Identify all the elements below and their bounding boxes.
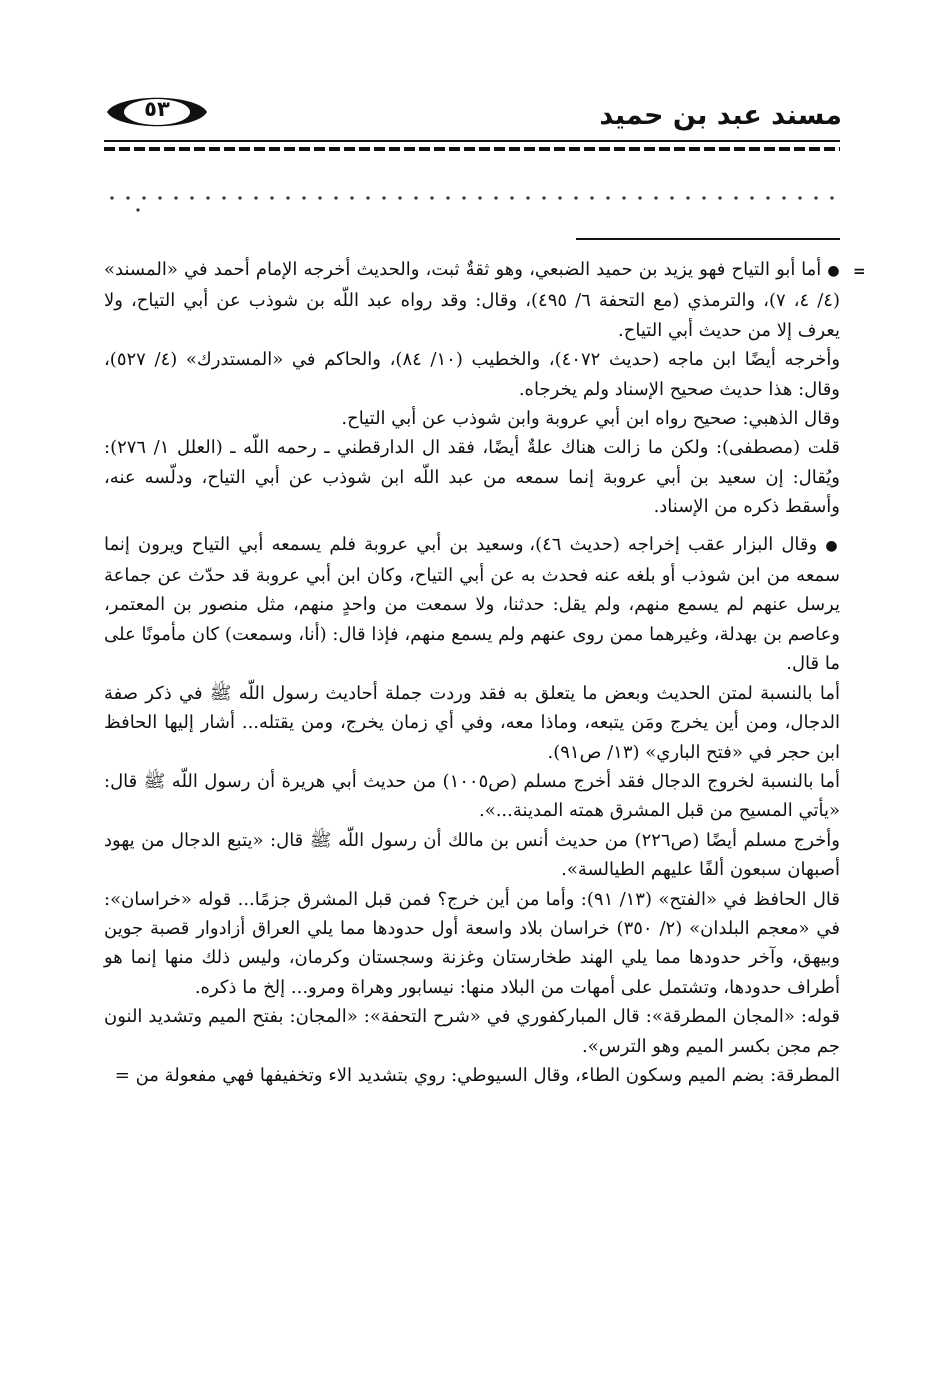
book-title: مسند عبد بن حميد — [599, 100, 842, 131]
header-rule — [104, 140, 840, 142]
footnote-body — [104, 255, 840, 1090]
paragraph: وقال الذهبي: صحيح رواه ابن أبي عروبة وابن شوذب عن أبي التياح. — [341, 408, 840, 430]
paragraph — [104, 255, 840, 345]
continuation-marker-top: = — [853, 262, 866, 280]
paragraph: قوله: «المجان المطرقة»: قال المباركفوري في «شرح التحفة»: «المجان: بفتح الميم وتشديد النون جم مجن بكسر الميم وهو الترس». — [104, 1006, 840, 1057]
header-dashed-rule — [104, 147, 840, 151]
dotted-separator — [104, 196, 840, 200]
paragraph: المطرقة: بضم الميم وسكون الطاء، وقال السيوطي: روي بتشديد الاء وتخفيفها فهي مفعولة من = — [114, 1064, 840, 1086]
paragraph: قال الحافظ في «الفتح» (١٣/ ٩١): وأما من أين خرج؟ فمن قبل المشرق جزمًا... قوله «خراسان»: في «معجم البلدان» (٢/ ٣٥٠) خراسان بلاد واسعة أول حدودها مما يلي العراق أزادوار قصبة جوين وبيهق، وآخر حدودها مما يلي الهند طخارستان وغزنة وسجستان وكرمان، وليس ذلك منها إنما هو أطراف حدودها، وتشتمل على أمهات من البلاد منها: نيسابور وهراة ومرو... إلخ ما ذكره. — [104, 888, 840, 998]
paragraph: قلت (مصطفى): ولكن ما زالت هناك علةٌ أيضًا، فقد ال الدارقطني ـ رحمه اللّه ـ (العلل ١/ ٢٧٦): ويُقال: إن سعيد بن أبي عروبة إنما سمعه من عبد اللّه ابن شوذب عن أبي التياح، ودلّسه عنه، وأسقط ذكره من الإسناد. — [104, 437, 840, 518]
page-number-badge — [104, 91, 210, 133]
footnote-rule — [576, 238, 840, 240]
bullet-icon: ● — [825, 537, 840, 554]
dotted-separator-end — [130, 208, 142, 212]
paragraph: أما بالنسبة لخروج الدجال فقد أخرج مسلم (ص١٠٠٥) من حديث أبي هريرة أن رسول اللّه ﷺ قال: «يأتي المسيح من قبل المشرق همته المدينة...». — [104, 770, 840, 822]
bullet-icon: ● — [827, 263, 840, 279]
paragraph: وأخرج مسلم أيضًا (ص٢٢٦) من حديث أنس بن مالك أن رسول اللّه ﷺ قال: «يتبع الدجال من يهود أصبهان سبعون ألفًا عليهم الطيالسة». — [104, 829, 840, 881]
paragraph: وأخرجه أيضًا ابن ماجه (حديث ٤٠٧٢)، والخطيب (١٠/ ٨٤)، والحاكم في «المستدرك» (٤/ ٥٢٧)، وقال: هذا حديث صحيح الإسناد ولم يخرجاه. — [104, 349, 841, 400]
paragraph-text: وقال البزار عقب إخراجه (حديث ٤٦)، وسعيد بن أبي عروبة فلم يسمعه أبي التياح ويرون إنما سمعه من ابن شوذب أو بلغه عنه فحدث به عن أبي التياح، وكان ابن أبي عروبة قد حدّث عن جماعة يرسل عنهم لم يسمع منهم، ولم يقل: حدثنا، ولا سمعت من واحدٍ منهم، مثل منصور بن المعتمر، وعاصم بن بهدلة، وغيرهما ممن روى عنهم ولم يسمع منهم، فإذا قال: (أنا، وسمعت) كان مأمونًا على ما قال. — [104, 533, 840, 675]
paragraph-text: أما أبو التياح فهو يزيد بن حميد الضبعي، وهو ثقةٌ ثبت، والحديث أخرجه الإمام أحمد في «المسند» (٤/ ٤، ٧)، والترمذي (مع التحفة ٦/ ٤٩٥)، وقال: وقد رواه عبد اللّه بن شوذب عن أبي التياح، ولا يعرف إلا من حديث أبي التياح. — [104, 259, 840, 341]
paragraph — [104, 530, 840, 679]
page-number: ٥٣ — [144, 97, 170, 121]
paragraph: أما بالنسبة لمتن الحديث وبعض ما يتعلق به فقد وردت جملة أحاديث رسول اللّه ﷺ في ذكر صفة الدجال، ومن أين يخرج ومَن يتبعه، وماذا معه، وفي أي زمان يخرج، ومن يقتله... أشار إليها الحافظ ابن حجر في «فتح الباري» (١٣/ ص٩١). — [104, 682, 840, 763]
